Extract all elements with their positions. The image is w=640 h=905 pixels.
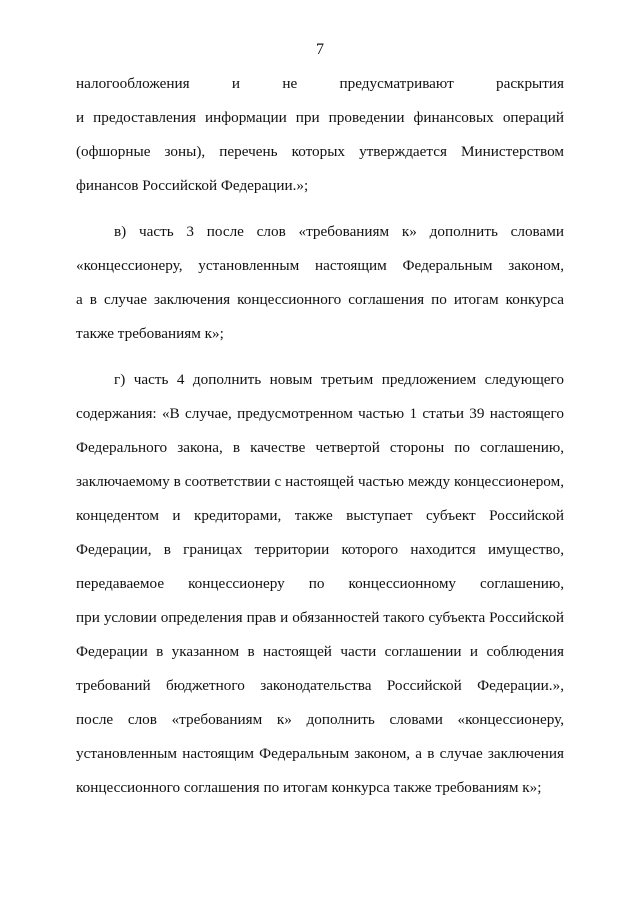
text-line: установленным настоящим Федеральным законом, а в случае заключения: [76, 745, 564, 762]
text-line: также требованиям к»;: [76, 325, 224, 342]
text-line: передаваемое концессионеру по концессионному соглашению,: [76, 575, 564, 592]
text-line: и предоставления информации при проведении финансовых операций: [76, 109, 564, 126]
text-line: (офшорные зоны), перечень которых утверждается Министерством: [76, 143, 564, 160]
paragraph-gap: [76, 351, 564, 363]
paragraph-gap: [76, 203, 564, 215]
text-line: а в случае заключения концессионного соглашения по итогам конкурса: [76, 291, 564, 308]
text-line: г) часть 4 дополнить новым третьим предложением следующего: [114, 371, 564, 388]
text-line: требований бюджетного законодательства Российской Федерации.»,: [76, 677, 564, 694]
text-line: концессионного соглашения по итогам конкурса также требованиям к»;: [76, 779, 542, 796]
text-line: Федерации в указанном в настоящей части соглашении и соблюдения: [76, 643, 564, 660]
document-body: [76, 67, 564, 805]
text-line: финансов Российской Федерации.»;: [76, 177, 309, 194]
text-line: налогообложения и не предусматривают раскрытия: [76, 75, 564, 92]
text-line: Федерального закона, в качестве четвертой стороны по соглашению,: [76, 439, 564, 456]
text-line: Федерации, в границах территории которого находится имущество,: [76, 541, 564, 558]
text-line: концедентом и кредиторами, также выступает субъект Российской: [76, 507, 564, 524]
text-line: содержания: «В случае, предусмотренном частью 1 статьи 39 настоящего: [76, 405, 564, 422]
page-number: 7: [316, 41, 324, 58]
text-line: в) часть 3 после слов «требованиям к» дополнить словами: [114, 223, 564, 240]
text-line: при условии определения прав и обязанностей такого субъекта Российской: [76, 609, 564, 626]
text-line: после слов «требованиям к» дополнить словами «концессионеру,: [76, 711, 564, 728]
text-line: «концессионеру, установленным настоящим Федеральным законом,: [76, 257, 564, 274]
paragraph-item-g: [76, 363, 564, 805]
paragraph-item-v: [76, 215, 564, 351]
paragraph-continuation: [76, 67, 564, 203]
text-line: заключаемому в соответствии с настоящей частью между концессионером,: [76, 473, 564, 490]
